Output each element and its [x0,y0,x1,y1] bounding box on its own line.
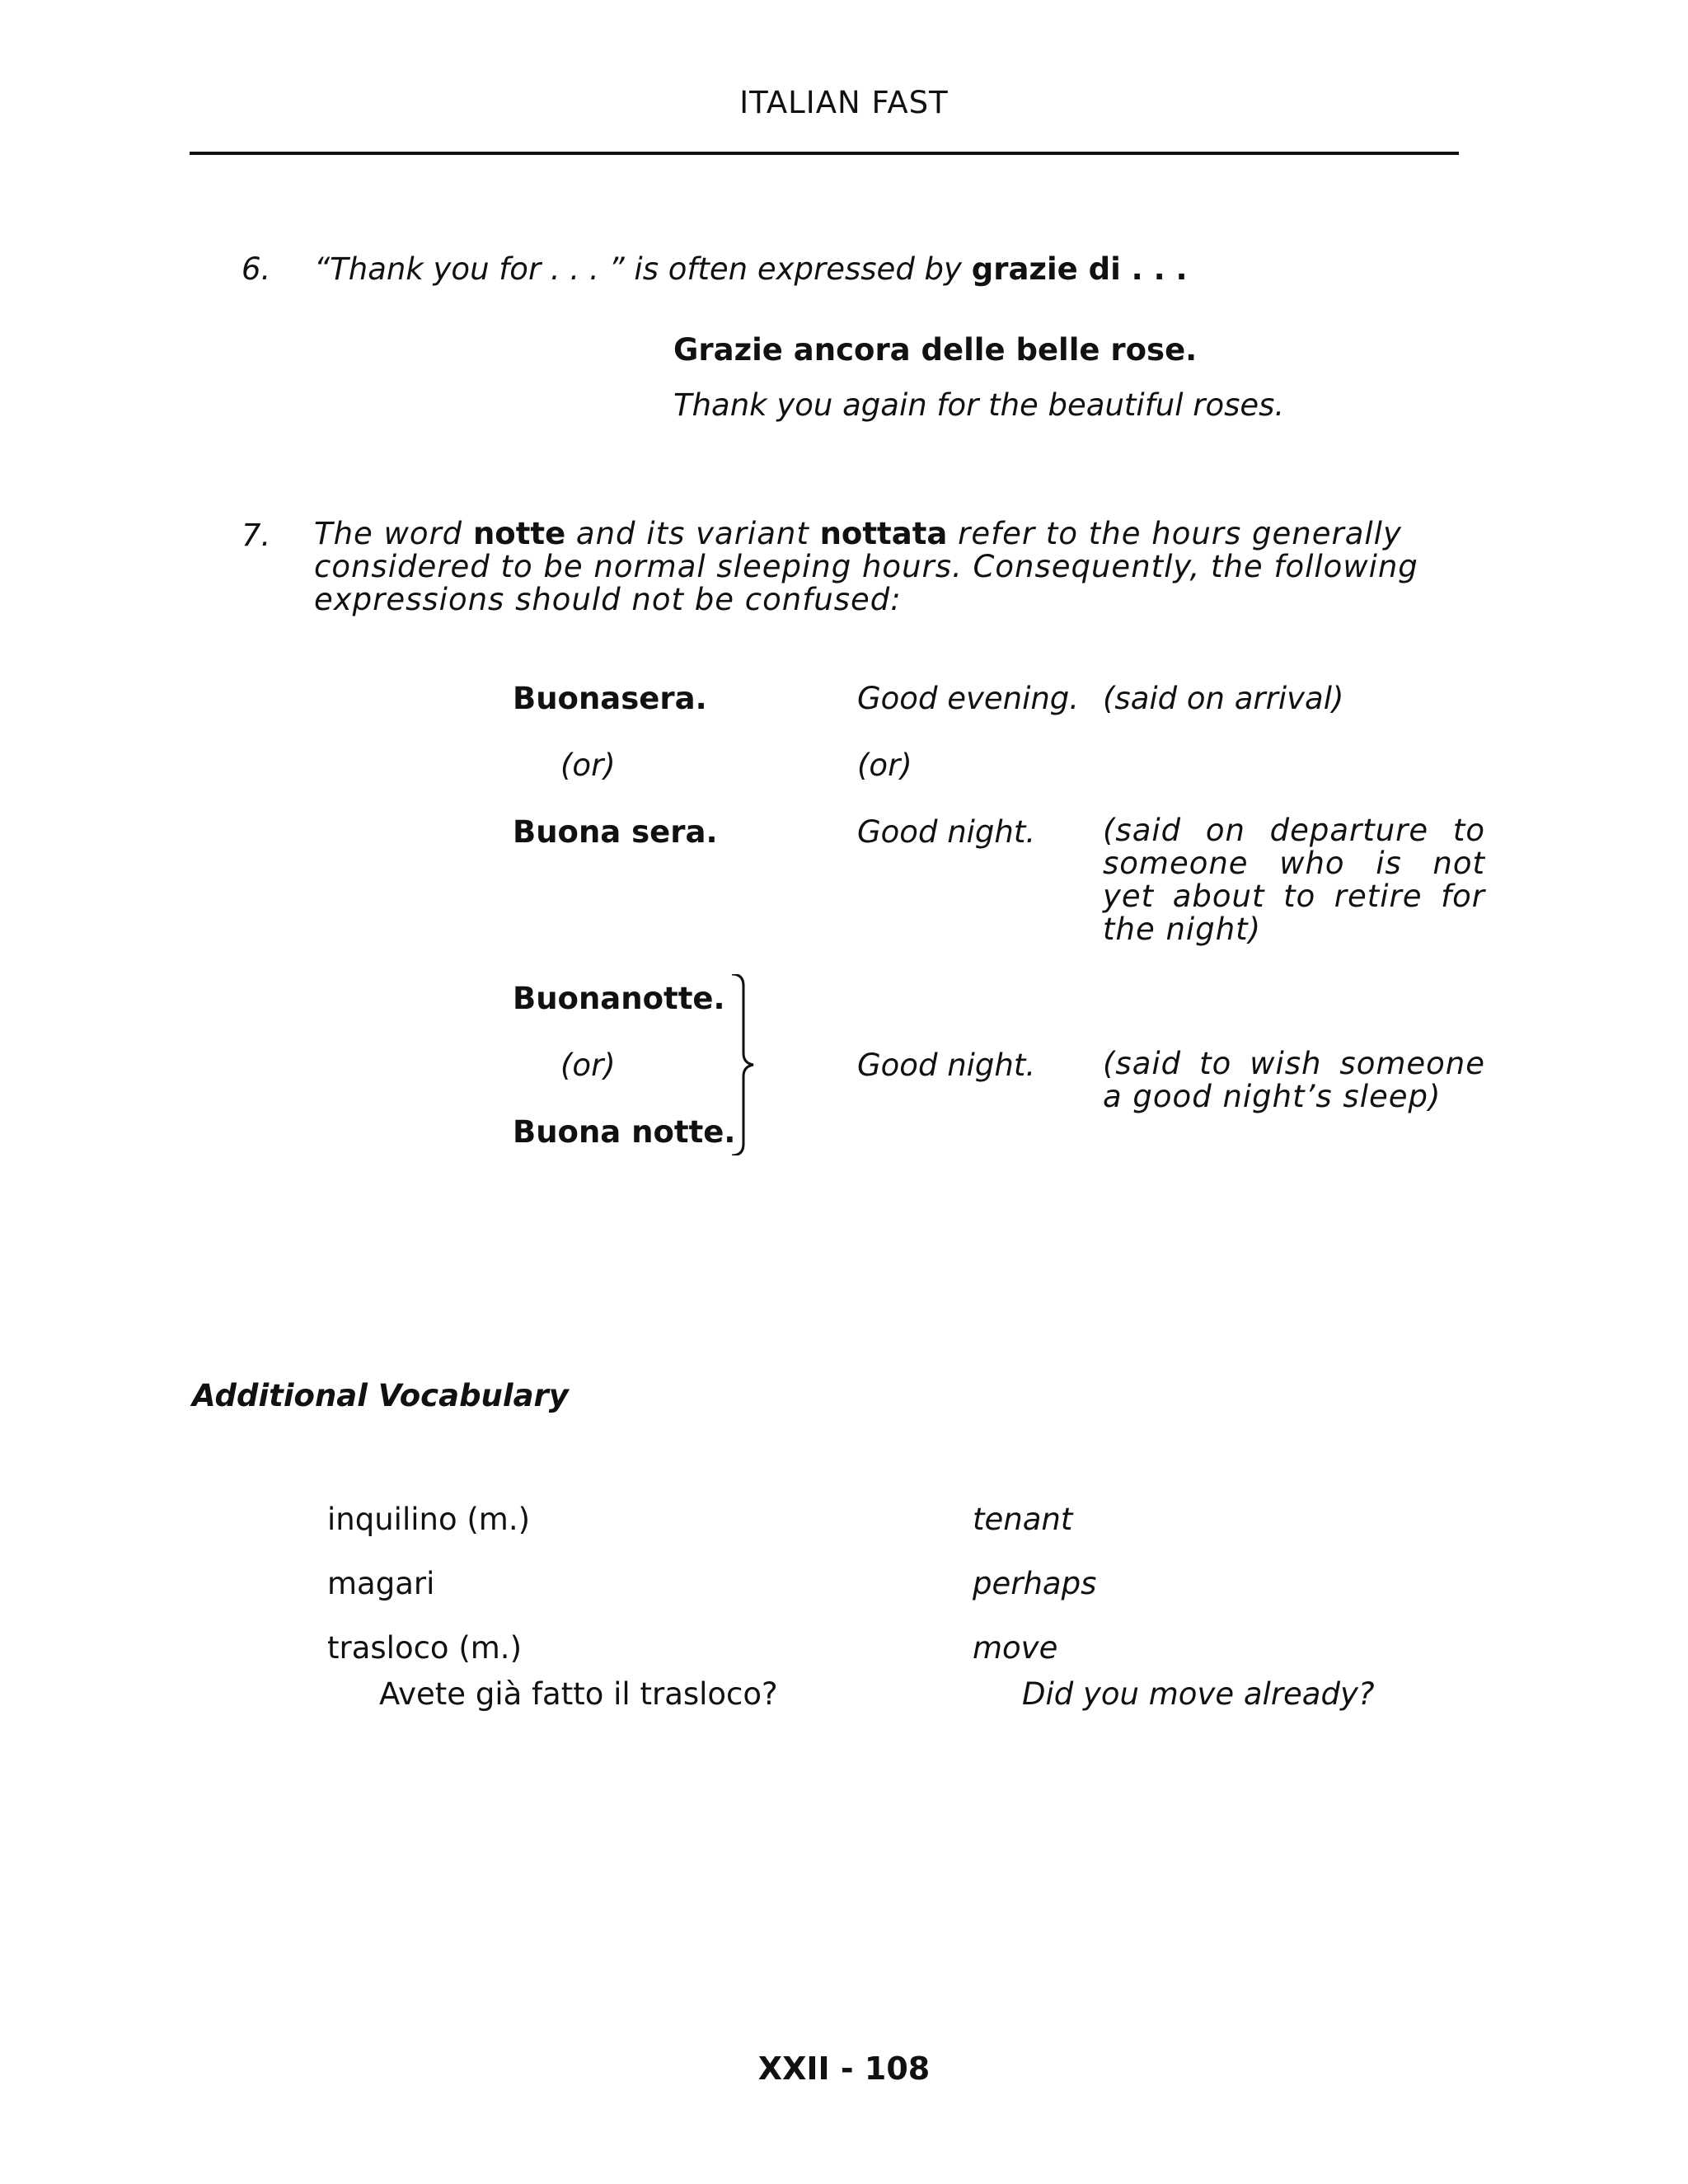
note-6-example-english: Thank you again for the beautiful roses. [673,387,1285,423]
greeting-good-night: Good night. [857,814,1036,850]
vocab-item-english: move [973,1630,1058,1666]
vocab-example-english: Did you move already? [1022,1676,1375,1712]
note-7-text: refer to the hours generally [947,516,1402,551]
running-header: ITALIAN FAST [739,85,949,120]
greeting-good-night-sleep: Good night. [857,1047,1036,1083]
vocab-item-english: perhaps [973,1566,1097,1601]
note-7-term-nottata: nottata [819,516,948,551]
note-7-number: 7. [241,518,271,553]
page-number: XXII - 108 [757,2050,931,2087]
greeting-note-departure: (said on departure to someone who is not yet about to retire for the night) [1103,813,1485,947]
note-7-line-1 [314,518,1484,551]
greeting-or-night: (or) [560,1047,616,1083]
right-brace-icon [729,974,762,1155]
vocab-item-italian: trasloco (m.) [327,1630,523,1666]
note-7-text: and its variant [565,516,820,551]
vocab-item-italian: magari [327,1566,435,1601]
greeting-note-sleep: (said to wish someone a good night’s sleep) [1103,1046,1485,1114]
note-7-text: The word [314,516,473,551]
greeting-buonanotte: Buonanotte. [513,981,725,1016]
note-6-number: 6. [241,251,271,287]
note-7-line-3: expressions should not be confused: [314,582,902,617]
note-6-text [314,251,1188,287]
greeting-or-italian: (or) [560,748,616,783]
note-6-term: grazie di . . . [971,251,1188,287]
note-7-term-notte: notte [472,516,566,551]
greeting-buona-sera: Buona sera. [513,814,718,850]
greeting-buonasera: Buonasera. [513,681,707,716]
vocab-example-italian: Avete già fatto il trasloco? [379,1676,778,1712]
note-7-line-2: considered to be normal sleeping hours. Consequently, the following [314,549,1418,584]
greeting-note-arrival: (said on arrival) [1103,681,1344,716]
note-6-lead: “Thank you for . . . ” is often expressed by [314,251,972,287]
greeting-or-english: (or) [857,748,912,783]
note-7-paragraph [314,518,1484,616]
header-rule [190,152,1459,155]
section-heading: Additional Vocabulary [192,1378,569,1413]
vocab-item-italian: inquilino (m.) [327,1502,531,1537]
greeting-good-evening: Good evening. [857,681,1080,716]
note-6-example-italian: Grazie ancora delle belle rose. [673,332,1198,368]
vocab-item-english: tenant [973,1502,1073,1537]
greeting-buona-notte: Buona notte. [513,1114,736,1150]
